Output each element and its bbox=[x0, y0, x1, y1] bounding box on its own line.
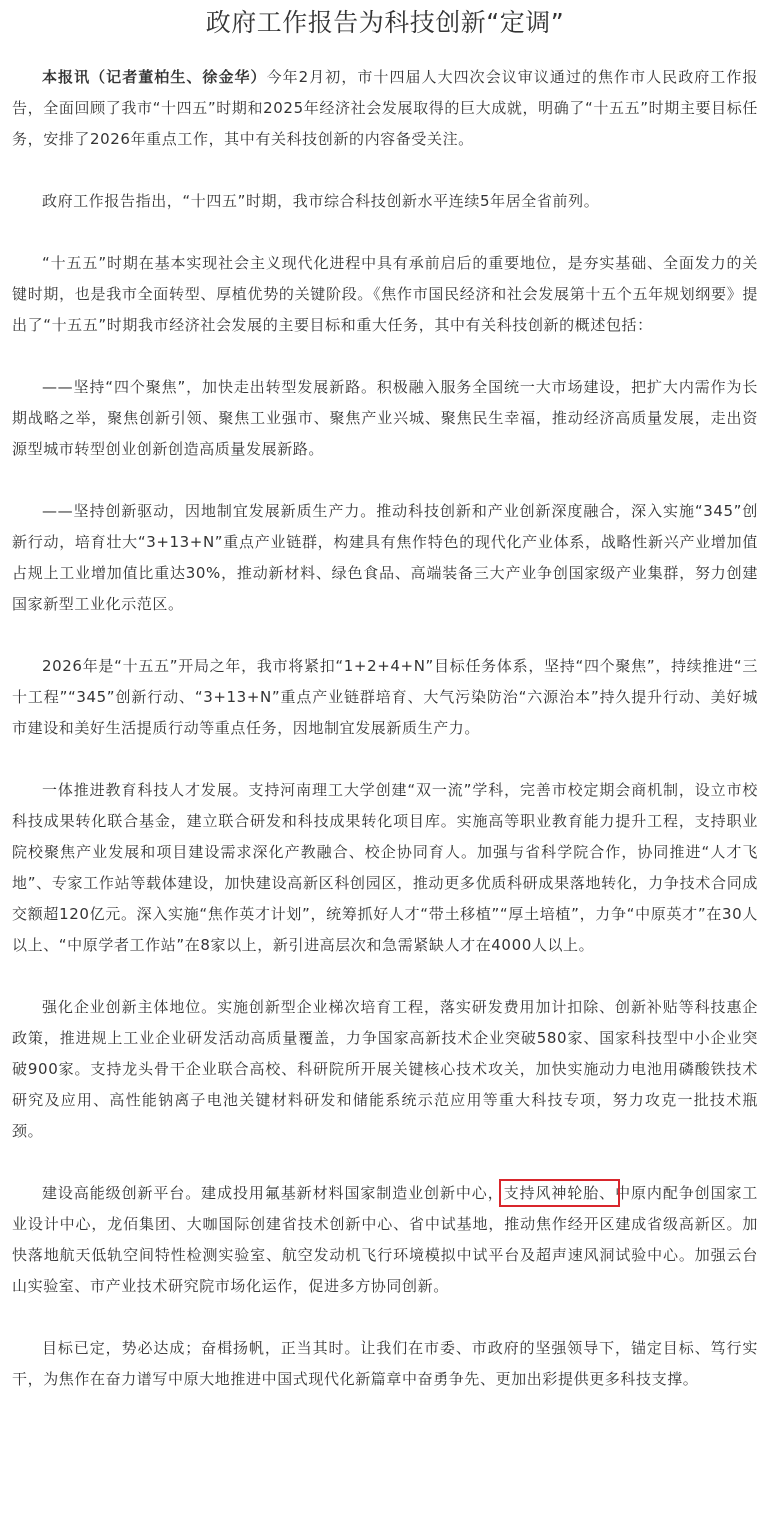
intro-text: 今年2月初，市十四届人大四次会议审议通过的焦作市人民政府工作报告，全面回顾了我市“十四五”时期和2025年经济社会发展取得的巨大成就，明确了“十五五”时期主要目标任务，安排了2026年重点工作，其中有关科技创新的内容备受关注。 bbox=[12, 68, 758, 148]
intro-paragraph bbox=[12, 62, 758, 155]
body-paragraph: “十五五”时期在基本实现社会主义现代化进程中具有承前启后的重要地位，是夯实基础、全面发力的关键时期，也是我市全面转型、厚植优势的关键阶段。《焦作市国民经济和社会发展第十五个五年规划纲要》提出了“十五五”时期我市经济社会发展的主要目标和重大任务，其中有关科技创新的概述包括： bbox=[12, 254, 758, 334]
closing-paragraph: 目标已定，势必达成；奋楫扬帆，正当其时。让我们在市委、市政府的坚强领导下，锚定目标、笃行实干，为焦作在奋力谱写中原大地推进中国式现代化新篇章中奋勇争先、更加出彩提供更多科技支撑。 bbox=[12, 1339, 758, 1388]
platform-paragraph bbox=[12, 1178, 758, 1302]
spacer bbox=[12, 1302, 758, 1333]
body-paragraph: 强化企业创新主体地位。实施创新型企业梯次培育工程，落实研发费用加计扣除、创新补贴等科技惠企政策，推进规上工业企业研发活动高质量覆盖，力争国家高新技术企业突破580家、国家科技型中小企业突破900家。支持龙头骨干企业联合高校、科研院所开展关键核心技术攻关，加快实施动力电池用磷酸铁技术研究及应用、高性能钠离子电池关键材料研发和储能系统示范应用等重大科技专项，努力攻克一批技术瓶颈。 bbox=[12, 998, 758, 1140]
spacer bbox=[12, 961, 758, 992]
spacer bbox=[12, 1147, 758, 1178]
highlighted-phrase[interactable]: 支持风神轮胎、 bbox=[503, 1184, 616, 1202]
spacer bbox=[12, 217, 758, 248]
reporter-byline: 本报讯（记者董柏生、徐金华） bbox=[42, 68, 267, 86]
platform-text-before: 建设高能级创新平台。建成投用氟基新材料国家制造业创新中心， bbox=[42, 1184, 504, 1202]
body-paragraph: 政府工作报告指出，“十四五”时期，我市综合科技创新水平连续5年居全省前列。 bbox=[42, 192, 600, 210]
article-title: 政府工作报告为科技创新“定调” bbox=[205, 8, 565, 37]
spacer bbox=[12, 341, 758, 372]
spacer bbox=[12, 620, 758, 651]
spacer bbox=[12, 42, 758, 62]
platform-text-after: 中原内配争创国家工业设计中心，龙佰集团、大咖国际创建省技术创新中心、省中试基地，推动焦作经开区建成省级高新区。加快落地航天低轨空间特性检测实验室、航空发动机飞行环境模拟中试平台及超声速风洞试验中心。加强云台山实验室、市产业技术研究院市场化运作，促进多方协同创新。 bbox=[12, 1184, 759, 1295]
spacer bbox=[12, 465, 758, 496]
body-paragraph: 一体推进教育科技人才发展。支持河南理工大学创建“双一流”学科，完善市校定期会商机制，设立市校科技成果转化联合基金，建立联合研发和科技成果转化项目库。实施高等职业教育能力提升工程，支持职业院校聚焦产业发展和项目建设需求深化产教融合、校企协同育人。加强与省科学院合作，协同推进“人才飞地”、专家工作站等载体建设，加快建设高新区科创园区，推动更多优质科研成果落地转化，力争技术合同成交额超120亿元。深入实施“焦作英才计划”，统筹抓好人才“带土移植”“厚土培植”，力争“中原英才”在30人以上、“中原学者工作站”在8家以上，新引进高层次和急需紧缺人才在4000人以上。 bbox=[12, 781, 758, 954]
body-paragraph: ——坚持“四个聚焦”，加快走出转型发展新路。积极融入服务全国统一大市场建设，把扩大内需作为长期战略之举，聚焦创新引领、聚焦工业强市、聚焦产业兴城、聚焦民生幸福，推动经济高质量发展，走出资源型城市转型创业创新创造高质量发展新路。 bbox=[12, 378, 758, 458]
body-paragraph: ——坚持创新驱动，因地制宜发展新质生产力。推动科技创新和产业创新深度融合，深入实施“345”创新行动，培育壮大“3+13+N”重点产业链群，构建具有焦作特色的现代化产业体系，战略性新兴产业增加值占规上工业增加值比重达30%，推动新材料、绿色食品、高端装备三大产业争创国家级产业集群，努力创建国家新型工业化示范区。 bbox=[12, 502, 758, 613]
spacer bbox=[12, 744, 758, 775]
spacer bbox=[12, 155, 758, 186]
body-paragraph: 2026年是“十五五”开局之年，我市将紧扣“1+2+4+N”目标任务体系，坚持“四个聚焦”，持续推进“三十工程”“345”创新行动、“3+13+N”重点产业链群培育、大气污染防治“六源治本”持久提升行动、美好城市建设和美好生活提质行动等重点任务，因地制宜发展新质生产力。 bbox=[12, 657, 758, 737]
